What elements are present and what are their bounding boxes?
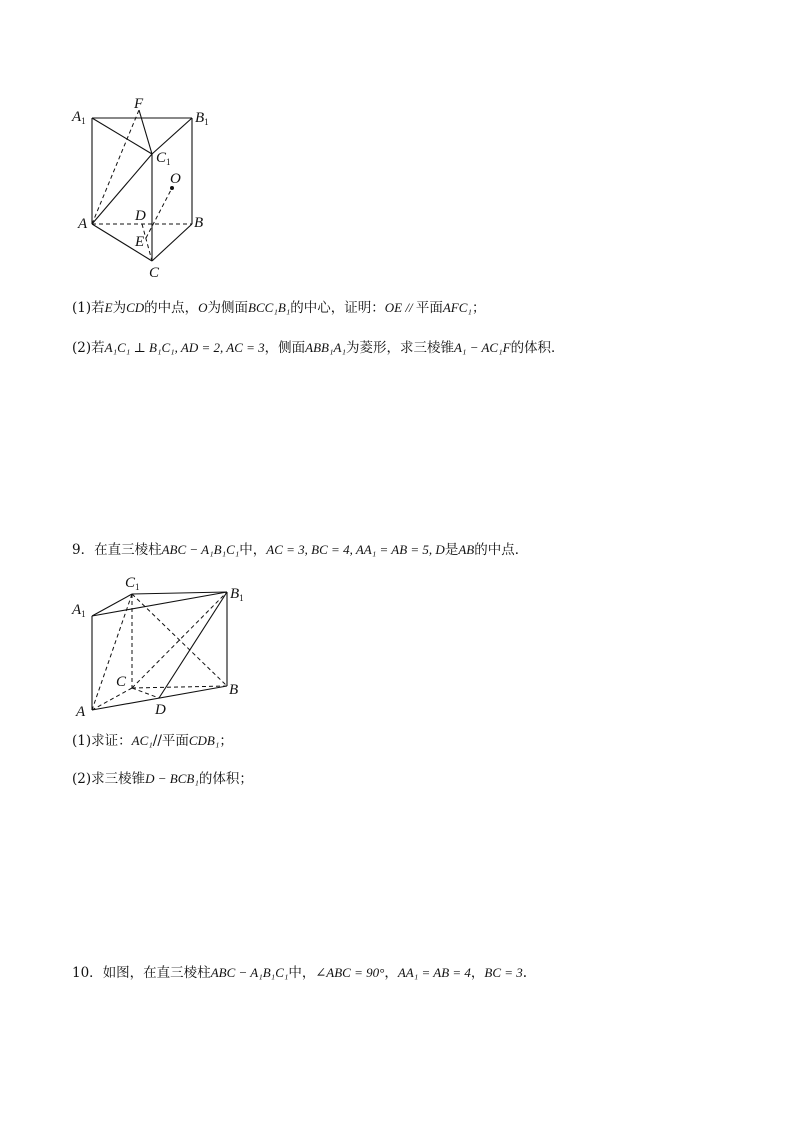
q9-part2 (72, 770, 253, 788)
q9-part2-prefix: (2)求三棱锥 (72, 771, 146, 787)
label-E: E (135, 234, 145, 250)
q9-part1-line: AC₁ (131, 733, 153, 748)
q8-part2-prefix: (2)若 (72, 340, 105, 356)
q9-part2-pyramid: D − BCB₁ (145, 771, 199, 786)
q8-part1-prefix: (1)若 (72, 300, 105, 316)
q9-part2-end: 的体积； (198, 771, 253, 787)
edge-C1B1 (132, 592, 227, 594)
q8-part1-OE: OE // (384, 300, 416, 315)
q8-part1 (72, 299, 485, 317)
q8-part1-plane: AFC₁ (442, 300, 472, 315)
q9-part1 (72, 732, 233, 750)
q8-part1-mid5: 平面 (415, 300, 443, 316)
q8-part1-O: O (198, 300, 208, 315)
q9-text-mid: 中， (239, 542, 267, 558)
label-A1: $A_1$ (72, 109, 86, 126)
q9-prism: ABC − A₁B₁C₁ (161, 542, 240, 557)
q10-text-mid: 中， (288, 965, 316, 981)
figure-prism-2-svg (66, 570, 256, 720)
figure-prism-1 (66, 96, 226, 282)
edge-BC (152, 224, 192, 261)
edge-CD-hidden (132, 688, 159, 698)
q8-part1-CD: CD (126, 300, 145, 315)
label-O: O (170, 171, 181, 187)
q9-text-end: 的中点． (474, 542, 529, 558)
q8-part1-mid2: 的中点， (144, 300, 199, 316)
q9-text-mid2: 是 (444, 542, 459, 558)
q9-stem (72, 541, 528, 559)
q10-cond2: BC = 3 (484, 965, 523, 980)
q9-text-prefix: 在直三棱柱 (94, 542, 162, 558)
edge-CB-hidden (132, 686, 227, 688)
label-C1: $C_1$ (125, 575, 140, 592)
label-B: B (229, 682, 239, 698)
label-D: D (155, 702, 166, 718)
edge-B1C1 (152, 118, 192, 154)
figure-prism-2 (66, 570, 256, 720)
q8-part1-face: BCC₁B₁ (248, 300, 291, 315)
q8-part2-face: ABB₁A₁ (305, 340, 346, 355)
q10-sep2: ， (470, 965, 485, 981)
label-A: A (78, 216, 88, 232)
segment-EO-hidden (146, 188, 172, 238)
q8-part2 (72, 339, 565, 357)
label-A: A (76, 704, 86, 720)
q10-text-prefix: 如图，在直三棱柱 (102, 965, 211, 981)
edge-C1B-hidden (132, 594, 227, 686)
q9-part1-plane: CDB₁ (188, 733, 220, 748)
q8-part1-E: E (104, 300, 113, 315)
q8-part2-mid2: 为菱形，求三棱锥 (345, 340, 454, 356)
edge-B1D (159, 592, 227, 698)
q8-part1-mid3: 为侧面 (207, 300, 249, 316)
q10-sep: ， (384, 965, 398, 981)
q8-part2-cond: A₁C₁ ⊥ B₁C₁, AD = 2, AC = 3 (104, 340, 265, 355)
q9-part1-end: ； (219, 733, 233, 749)
q8-part1-end: ； (471, 300, 486, 316)
edge-AF-hidden (92, 110, 139, 224)
label-A1: $A_1$ (72, 602, 86, 619)
q10-end: . (522, 965, 528, 981)
label-C1: $C_1$ (156, 150, 171, 167)
q10-stem (72, 964, 527, 982)
label-F: F (134, 96, 144, 112)
q8-part1-mid1: 为 (112, 300, 127, 316)
label-D: D (135, 208, 146, 224)
label-C: C (116, 674, 127, 690)
q8-part2-mid1: ，侧面 (264, 340, 306, 356)
q9-AB: AB (458, 542, 475, 557)
q8-part2-end: 的体积． (510, 340, 565, 356)
label-C: C (149, 265, 160, 281)
q10-cond1: AA₁ = AB = 4 (397, 965, 471, 980)
edge-C1A-hidden (92, 594, 132, 710)
q9-part1-prefix: (1)求证： (72, 733, 132, 749)
q8-part2-pyramid: A₁ − AC₁F (453, 340, 511, 355)
q9-number: 9． (72, 542, 95, 558)
label-B1: $B_1$ (230, 586, 244, 603)
q9-part1-mid: //平面 (152, 733, 189, 749)
figure-prism-1-svg (66, 96, 226, 282)
q9-cond: AC = 3, BC = 4, AA₁ = AB = 5, D (266, 542, 445, 557)
label-B1: $B_1$ (195, 110, 209, 127)
label-B: B (194, 215, 204, 231)
q10-number: 10． (72, 965, 103, 981)
q8-part1-mid4: 的中心，证明： (290, 300, 385, 316)
q10-prism: ABC − A₁B₁C₁ (210, 965, 289, 980)
q10-angle: ∠ABC = 90° (315, 965, 385, 980)
